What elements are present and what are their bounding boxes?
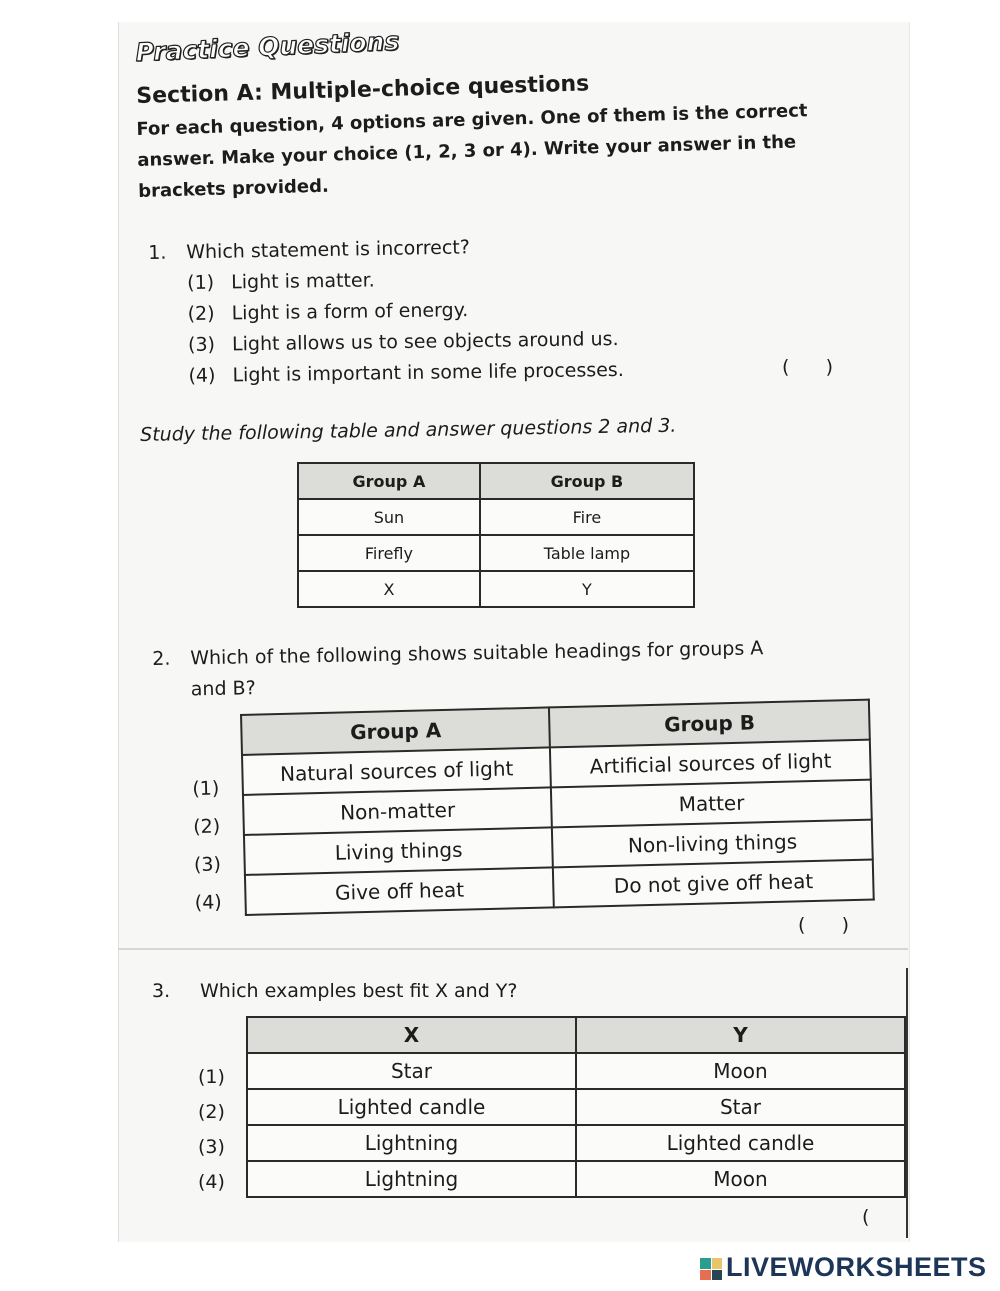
table-cell: Moon	[576, 1161, 905, 1197]
logo-square	[712, 1270, 723, 1281]
table-row	[298, 535, 694, 571]
answer-bracket-q2[interactable]: ( )	[798, 914, 850, 936]
table-cell: Firefly	[298, 535, 480, 571]
table-cell: Artificial sources of light	[550, 740, 870, 788]
answer-bracket-q3[interactable]: (	[862, 1206, 870, 1228]
table-cell: Lightning	[247, 1161, 576, 1197]
header-group-b: Group B	[549, 700, 869, 748]
section-heading: Section A: Multiple-choice questions	[136, 71, 590, 109]
question-text: Which statement is incorrect?	[186, 236, 471, 264]
table-cell: Star	[576, 1089, 905, 1125]
table-cell: Non-matter	[243, 787, 552, 835]
page-divider	[118, 948, 908, 950]
table-row	[298, 571, 694, 607]
header-x: X	[247, 1017, 576, 1053]
question-3	[152, 976, 517, 1007]
table-cell: Natural sources of light	[242, 747, 551, 795]
table-cell: Lighted candle	[247, 1089, 576, 1125]
scan-edge-line	[906, 968, 908, 1238]
table-cell: Sun	[298, 499, 480, 535]
table-cell: X	[298, 571, 480, 607]
examples-table	[246, 1016, 906, 1198]
table-cell: Lightning	[247, 1125, 576, 1161]
question-text: Which examples best fit X and Y?	[200, 980, 518, 1002]
question-3-row-numbers	[198, 1060, 225, 1200]
table-cell: Fire	[480, 499, 694, 535]
brand-wordmark[interactable]: LIVEWORKSHEETS	[726, 1252, 987, 1282]
instructions: For each question, 4 options are given. One of them is the correct answer. Make your choice (1, 2, 3 or 4). Write your answer in the brackets provided.	[136, 100, 808, 202]
page-title: Practice Questions	[135, 26, 400, 67]
table-cell: Matter	[551, 780, 871, 828]
header-group-a: Group A	[298, 463, 480, 499]
table-cell: Table lamp	[480, 535, 694, 571]
option-number: (1)	[198, 1066, 225, 1088]
table-cell: Do not give off heat	[553, 860, 873, 908]
option-number: (3)	[198, 1136, 225, 1158]
header-group-a: Group A	[241, 707, 550, 755]
question-number: 2.	[152, 647, 171, 670]
option-text: Light allows us to see objects around us.	[231, 327, 619, 356]
option-number: (2)	[192, 815, 221, 838]
question-2-row-numbers	[192, 769, 222, 922]
option-number: (1)	[187, 271, 215, 294]
question-text-line-2: and B?	[190, 677, 256, 701]
table-cell: Living things	[244, 827, 553, 875]
table-row	[298, 499, 694, 535]
logo-square	[700, 1270, 711, 1281]
option-number: (4)	[198, 1171, 225, 1193]
study-instruction: Study the following table and answer questions 2 and 3.	[140, 414, 677, 446]
question-number: 3.	[152, 980, 171, 1002]
question-2	[152, 633, 764, 706]
table-cell: Y	[480, 571, 694, 607]
option-number: (2)	[187, 302, 215, 325]
liveworksheets-logo-icon	[700, 1258, 722, 1280]
option-text: Light is important in some life processes.	[232, 358, 624, 387]
table-cell: Give off heat	[245, 867, 554, 915]
option-number: (2)	[198, 1101, 225, 1123]
table-header-row	[298, 463, 694, 499]
option-number: (3)	[187, 333, 216, 356]
header-y: Y	[576, 1017, 905, 1053]
logo-square	[712, 1258, 723, 1269]
table-cell: Star	[247, 1053, 576, 1089]
option-number: (4)	[188, 364, 216, 387]
answer-bracket-q1[interactable]: ( )	[782, 356, 834, 378]
question-1	[148, 232, 470, 269]
table-cell: Lighted candle	[576, 1125, 905, 1161]
logo-square	[700, 1258, 711, 1269]
option-text: Light is matter.	[231, 269, 375, 294]
header-group-b: Group B	[480, 463, 694, 499]
table-cell: Moon	[576, 1053, 905, 1089]
headings-options-table	[240, 699, 875, 916]
option-number: (1)	[192, 777, 220, 800]
question-text-line-1: Which of the following shows suitable headings for groups A	[190, 637, 764, 670]
table-row	[247, 1161, 905, 1197]
table-row	[247, 1089, 905, 1125]
option-text: Light is a form of energy.	[231, 299, 469, 325]
question-1-options	[187, 259, 869, 392]
table-row	[247, 1125, 905, 1161]
groups-table	[297, 462, 695, 608]
question-number: 1.	[148, 241, 167, 264]
option-number: (4)	[194, 891, 222, 914]
table-header-row	[247, 1017, 905, 1053]
option-number: (3)	[193, 853, 222, 876]
table-cell: Non-living things	[552, 820, 872, 868]
table-row	[247, 1053, 905, 1089]
